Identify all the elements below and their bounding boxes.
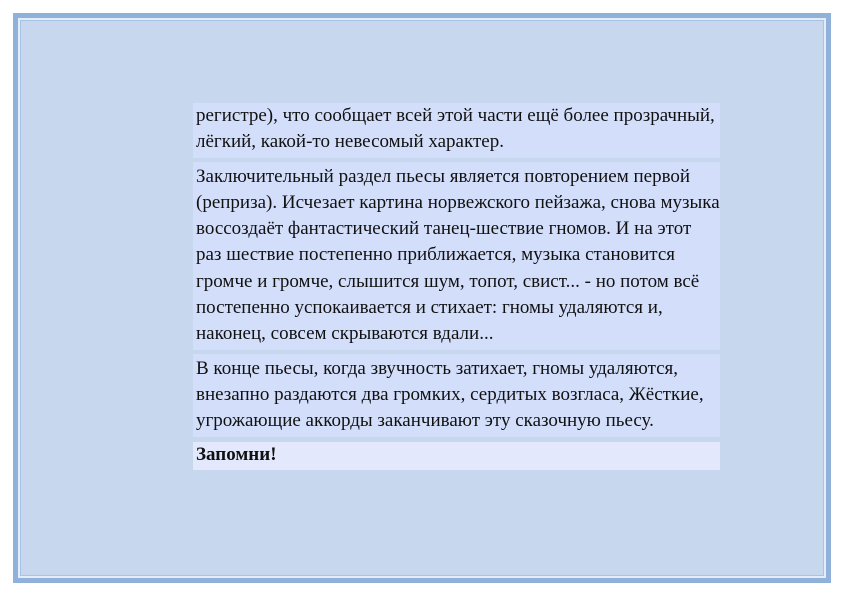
remember-heading: Запомни! — [193, 442, 720, 470]
paragraph-reprise: Заключительный раздел пьесы является повторением первой (реприза). Исчезает картина норвежского пейзажа, снова музыка воссоздаёт фантастический танец-шествие гномов. И на этот раз шествие постепенно приближается, музыка становится громче и громче, слышится шум, топот, свист... - но потом всё постепенно успокаивается и стихает: гномы удаляются и, наконец, совсем скрываются вдали... — [193, 162, 720, 350]
text-panel — [193, 103, 720, 470]
slide-frame — [13, 13, 831, 583]
paragraph-ending: В конце пьесы, когда звучность затихает, гномы удаляются, внезапно раздаются два громких, сердитых возгласа, Жёсткие, угрожающие аккорды заканчивают эту сказочную пьесу. — [193, 354, 720, 437]
paragraph-continuation: регистре), что сообщает всей этой части ещё более прозрачный, лёгкий, какой-то невесомый характер. — [193, 103, 720, 158]
